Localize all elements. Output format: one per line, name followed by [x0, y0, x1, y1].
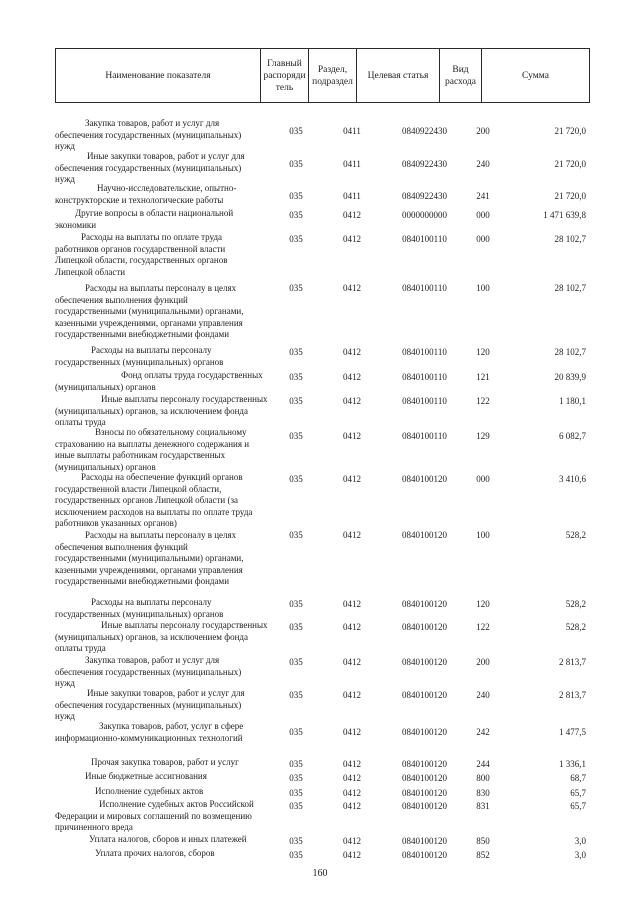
- row-glav: 035: [289, 396, 303, 406]
- row-vid: 100: [476, 283, 490, 293]
- row-cel: 0840100120: [402, 690, 447, 700]
- row-razdel: 0412: [343, 622, 361, 632]
- row-vid: 122: [476, 396, 490, 406]
- row-name: Иные закупки товаров, работ и услуг для обеспечения государственных (муниципальных) нужд: [55, 688, 245, 721]
- row-razdel: 0412: [343, 210, 361, 220]
- row-razdel: 0412: [343, 850, 361, 860]
- row-vid: 800: [476, 773, 490, 783]
- row-cel: 0840100120: [402, 530, 447, 540]
- row-vid: 242: [476, 727, 490, 737]
- row-name: Иные выплаты персоналу государственных (муниципальных) органов, за исключением фонда оплаты труда: [55, 620, 268, 653]
- row-name: Расходы на выплаты по оплате труда работников органов государственной власти Липецкой области, государственных органов Липецкой области: [55, 232, 228, 277]
- row-summa: 3 410,6: [559, 474, 586, 484]
- row-summa: 6 082,7: [559, 431, 586, 441]
- row-glav: 035: [289, 788, 303, 798]
- row-name: Исполнение судебных актов Российской Федерации и мировых соглашений по возмещению причиненного вреда: [55, 799, 254, 832]
- row-razdel: 0412: [343, 474, 361, 484]
- row-glav: 035: [289, 836, 303, 846]
- row-cel: 0840100110: [402, 347, 447, 357]
- row-cel: 0840100120: [402, 850, 447, 860]
- row-vid: 831: [476, 801, 490, 811]
- row-glav: 035: [289, 850, 303, 860]
- row-name: Расходы на выплаты персоналу в целях обеспечения выполнения функций государственными (муниципальными) органами, казенными учреждениями, органами управления государственными внебюджетными фондами: [55, 530, 244, 586]
- row-cel: 0840100120: [402, 727, 447, 737]
- row-razdel: 0412: [343, 347, 361, 357]
- row-name: Прочая закупка товаров, работ и услуг: [91, 757, 239, 767]
- row-cel: 0840100120: [402, 801, 447, 811]
- row-summa: 21 720,0: [554, 191, 586, 201]
- row-cel: 0840100120: [402, 788, 447, 798]
- row-razdel: 0412: [343, 234, 361, 244]
- row-name: Взносы по обязательному социальному страхованию на выплаты денежного содержания и иные выплаты работникам государственных (муниципальных) органов: [55, 427, 250, 472]
- row-glav: 035: [289, 474, 303, 484]
- row-glav: 035: [289, 727, 303, 737]
- row-cel: 0840100120: [402, 773, 447, 783]
- row-cel: 0840100110: [402, 283, 447, 293]
- row-glav: 035: [289, 431, 303, 441]
- row-cel: 0840100110: [402, 234, 447, 244]
- row-razdel: 0412: [343, 801, 361, 811]
- row-summa: 28 102,7: [554, 347, 586, 357]
- row-name: Иные бюджетные ассигнования: [85, 771, 207, 781]
- table-header: [55, 48, 590, 103]
- row-cel: 0840100120: [402, 622, 447, 632]
- row-summa: 1 471 639,8: [543, 210, 586, 220]
- row-glav: 035: [289, 759, 303, 769]
- row-summa: 3,0: [574, 836, 586, 846]
- row-vid: 244: [476, 759, 490, 769]
- row-name: Другие вопросы в области национальной экономики: [55, 208, 234, 230]
- row-cel: 0840100120: [402, 657, 447, 667]
- row-summa: 65,7: [570, 788, 586, 798]
- row-razdel: 0412: [343, 759, 361, 769]
- row-vid: 200: [476, 126, 490, 136]
- row-summa: 28 102,7: [554, 283, 586, 293]
- row-vid: 240: [476, 159, 490, 169]
- row-summa: 65,7: [570, 801, 586, 811]
- row-summa: 20 839,9: [554, 372, 586, 382]
- row-name: Расходы на обеспечение функций органов государственной власти Липецкой области, государственных органов Липецкой области (за исключением расходов на выплаты по оплате труда работников указанных органов): [55, 472, 253, 528]
- row-name: Иные закупки товаров, работ и услуг для обеспечения государственных (муниципальных) нужд: [55, 151, 245, 184]
- header-name: Наименование показателя: [56, 49, 261, 102]
- row-vid: 852: [476, 850, 490, 860]
- row-glav: 035: [289, 530, 303, 540]
- row-cel: 0000000000: [402, 210, 447, 220]
- header-vid: Вид расхода: [440, 49, 482, 102]
- row-razdel: 0411: [343, 126, 361, 136]
- row-name: Закупка товаров, работ и услуг для обеспечения государственных (муниципальных) нужд: [55, 118, 242, 151]
- row-razdel: 0412: [343, 836, 361, 846]
- row-cel: 0840100120: [402, 759, 447, 769]
- row-name: Расходы на выплаты персоналу государственных (муниципальных) органов: [55, 345, 224, 367]
- row-cel: 0840100120: [402, 599, 447, 609]
- row-glav: 035: [289, 191, 303, 201]
- row-name: Закупка товаров, работ и услуг для обеспечения государственных (муниципальных) нужд: [55, 655, 242, 688]
- row-summa: 21 720,0: [554, 126, 586, 136]
- header-glav: Главный распоряди тель: [261, 49, 309, 102]
- row-cel: 0840100110: [402, 372, 447, 382]
- row-name: Научно-исследовательские, опытно- конструкторские и технологические работы: [55, 183, 237, 205]
- row-glav: 035: [289, 159, 303, 169]
- row-cel: 0840100110: [402, 396, 447, 406]
- row-vid: 121: [476, 372, 490, 382]
- row-cel: 0840100120: [402, 836, 447, 846]
- row-glav: 035: [289, 347, 303, 357]
- row-razdel: 0411: [343, 191, 361, 201]
- row-razdel: 0411: [343, 159, 361, 169]
- row-glav: 035: [289, 622, 303, 632]
- row-vid: 000: [476, 234, 490, 244]
- row-glav: 035: [289, 210, 303, 220]
- row-razdel: 0412: [343, 530, 361, 540]
- row-vid: 129: [476, 431, 490, 441]
- row-glav: 035: [289, 126, 303, 136]
- row-glav: 035: [289, 234, 303, 244]
- row-razdel: 0412: [343, 283, 361, 293]
- row-name: Уплата прочих налогов, сборов: [95, 848, 215, 858]
- row-name: Фонд оплаты труда государственных (муниципальных) органов: [55, 370, 263, 392]
- row-vid: 000: [476, 474, 490, 484]
- row-vid: 240: [476, 690, 490, 700]
- header-razdel: Раздел, подраздел: [309, 49, 357, 102]
- row-summa: 21 720,0: [554, 159, 586, 169]
- row-summa: 528,2: [565, 599, 586, 609]
- row-glav: 035: [289, 283, 303, 293]
- row-razdel: 0412: [343, 372, 361, 382]
- row-vid: 122: [476, 622, 490, 632]
- row-name: Иные выплаты персоналу государственных (муниципальных) органов, за исключением фонда оплаты труда: [55, 394, 268, 427]
- row-glav: 035: [289, 657, 303, 667]
- row-cel: 0840922430: [402, 126, 447, 136]
- row-cel: 0840100110: [402, 431, 447, 441]
- row-razdel: 0412: [343, 788, 361, 798]
- row-vid: 200: [476, 657, 490, 667]
- row-glav: 035: [289, 773, 303, 783]
- row-name: Расходы на выплаты персоналу в целях обеспечения выполнения функций государственными (муниципальными) органами, казенными учреждениями, органами управления государственными внебюджетными фондами: [55, 283, 244, 339]
- row-vid: 100: [476, 530, 490, 540]
- row-razdel: 0412: [343, 727, 361, 737]
- row-razdel: 0412: [343, 657, 361, 667]
- row-vid: 120: [476, 599, 490, 609]
- row-summa: 3,0: [574, 850, 586, 860]
- row-glav: 035: [289, 599, 303, 609]
- header-summa: Сумма: [522, 70, 549, 81]
- row-glav: 035: [289, 690, 303, 700]
- row-razdel: 0412: [343, 599, 361, 609]
- row-vid: 241: [476, 191, 490, 201]
- row-summa: 528,2: [565, 530, 586, 540]
- row-summa: 2 813,7: [559, 690, 586, 700]
- row-name: Расходы на выплаты персоналу государственных (муниципальных) органов: [55, 597, 224, 619]
- row-vid: 000: [476, 210, 490, 220]
- row-razdel: 0412: [343, 690, 361, 700]
- row-summa: 2 813,7: [559, 657, 586, 667]
- row-vid: 120: [476, 347, 490, 357]
- row-glav: 035: [289, 801, 303, 811]
- row-cel: 0840100120: [402, 474, 447, 484]
- row-razdel: 0412: [343, 773, 361, 783]
- row-summa: 1 477,5: [559, 727, 586, 737]
- row-cel: 0840922430: [402, 191, 447, 201]
- row-name: Уплата налогов, сборов и иных платежей: [89, 834, 247, 844]
- row-cel: 0840922430: [402, 159, 447, 169]
- page-number: 160: [312, 868, 328, 879]
- row-name: Исполнение судебных актов: [95, 786, 204, 796]
- row-razdel: 0412: [343, 396, 361, 406]
- row-name: Закупка товаров, работ, услуг в сфере информационно-коммуникационных технологий: [55, 721, 244, 743]
- row-vid: 850: [476, 836, 490, 846]
- row-summa: 1 180,1: [559, 396, 586, 406]
- header-cel: Целевая статья: [357, 49, 440, 102]
- row-summa: 528,2: [565, 622, 586, 632]
- row-glav: 035: [289, 372, 303, 382]
- row-summa: 68,7: [570, 773, 586, 783]
- row-summa: 28 102,7: [554, 234, 586, 244]
- row-razdel: 0412: [343, 431, 361, 441]
- row-summa: 1 336,1: [559, 759, 586, 769]
- row-vid: 830: [476, 788, 490, 798]
